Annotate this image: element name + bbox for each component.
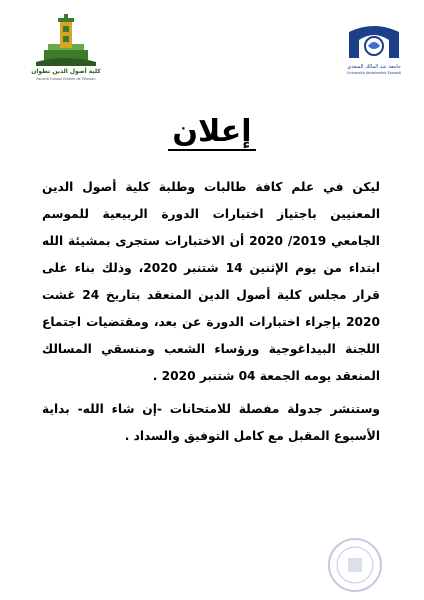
faculty-logo-subtitle: Faculté Ousoul Eddine de Tétouan [36, 77, 96, 81]
university-logo-name: جامعة عبد المالك السعدي [347, 64, 401, 70]
university-emblem-icon [343, 26, 405, 64]
announcement-paragraph-1: ليكن في علم كافة طالبات وطلبة كلية أصول الدين المعنيين باجتياز اختبارات الدورة الربيعية للموسم الجامعي 2019/ 2020 أن الاختبارات ستجرى بمشيئة الله ابتداء من يوم الإثنين 14 شتنبر 2020، وذلك بناء على قرار مجلس كلية أصول الدين المنعقد بتاريخ 24 غشت 2020 بإجراء اختبارات الدورة عن بعد، ومقتضيات اجتماع اللجنة البيداغوجية ورؤساء الشعب ومنسقي المسالك المنعقد يومه الجمعة 04 شتنبر 2020 . [42, 180, 381, 383]
announcement-title [0, 112, 424, 152]
announcement-body [42, 174, 380, 450]
official-stamp [326, 536, 384, 594]
minaret-icon [30, 14, 102, 68]
announcement-paragraph-2: وستنشر جدولة مفصلة للامتحانات -إن شاء الله- بداية الأسبوع المقبل مع كامل التوفيق والسداد . [42, 402, 380, 443]
faculty-logo [30, 14, 102, 98]
university-logo-subtitle: Université Abdelmalek Essaadi [347, 71, 401, 75]
announcement-title-text: إعلان [168, 114, 255, 151]
stamp-icon [326, 536, 384, 594]
university-logo [343, 26, 405, 86]
faculty-logo-name: كلية أصول الدين تطوان [31, 68, 101, 75]
